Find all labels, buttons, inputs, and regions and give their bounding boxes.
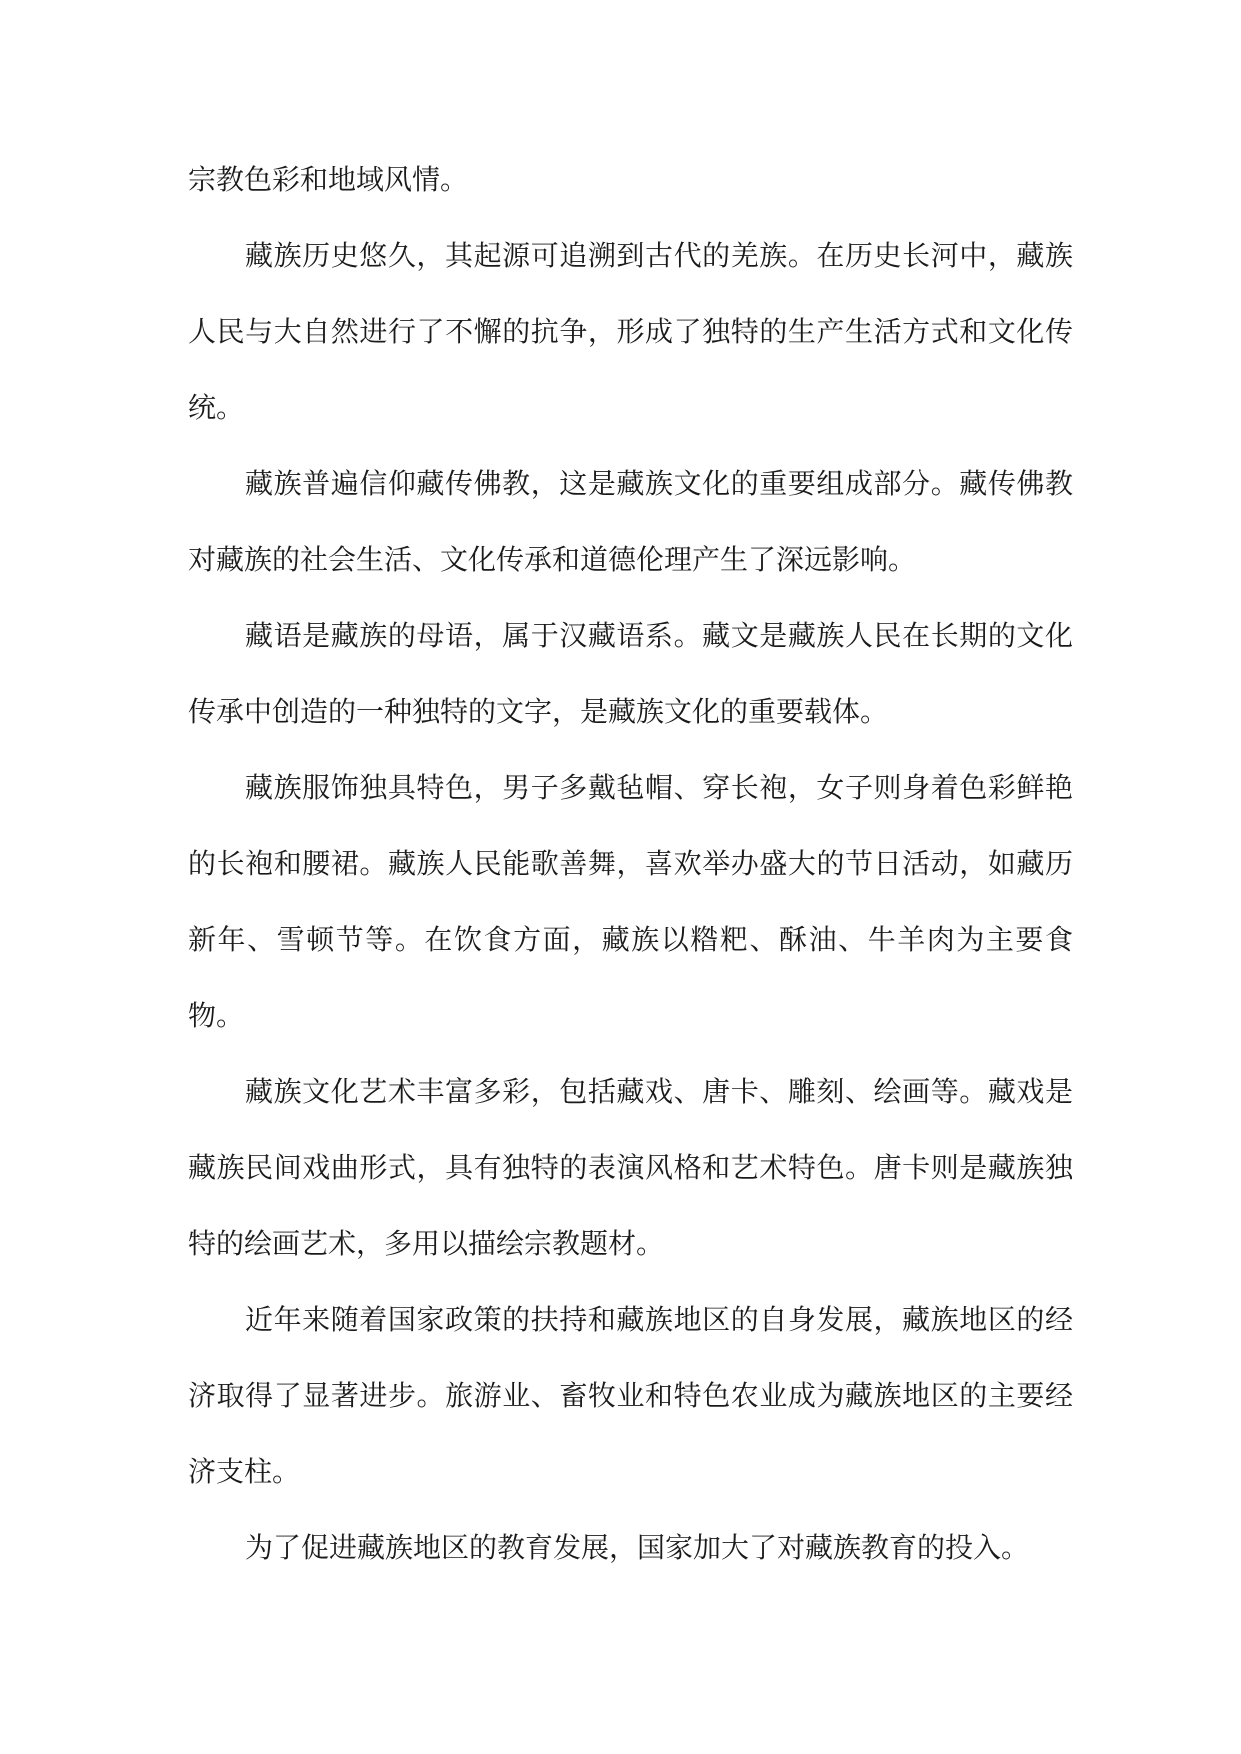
paragraph-continuation: 宗教色彩和地域风情。 — [188, 163, 469, 196]
document-body — [188, 142, 1073, 1586]
paragraph-language: 藏语是藏族的母语，属于汉藏语系。藏文是藏族人民在长期的文化传承中创造的一种独特的文字，是藏族文化的重要载体。 — [188, 619, 1073, 728]
paragraph-history: 藏族历史悠久，其起源可追溯到古代的羌族。在历史长河中，藏族人民与大自然进行了不懈的抗争，形成了独特的生产生活方式和文化传统。 — [188, 239, 1073, 424]
paragraph-customs: 藏族服饰独具特色，男子多戴毡帽、穿长袍，女子则身着色彩鲜艳的长袍和腰裙。藏族人民能歌善舞，喜欢举办盛大的节日活动，如藏历新年、雪顿节等。在饮食方面，藏族以糌粑、酥油、牛羊肉为主要食物。 — [188, 771, 1073, 1032]
paragraph-economy: 近年来随着国家政策的扶持和藏族地区的自身发展，藏族地区的经济取得了显著进步。旅游业、畜牧业和特色农业成为藏族地区的主要经济支柱。 — [188, 1303, 1073, 1488]
paragraph-religion: 藏族普遍信仰藏传佛教，这是藏族文化的重要组成部分。藏传佛教对藏族的社会生活、文化传承和道德伦理产生了深远影响。 — [188, 467, 1073, 576]
paragraph-arts: 藏族文化艺术丰富多彩，包括藏戏、唐卡、雕刻、绘画等。藏戏是藏族民间戏曲形式，具有独特的表演风格和艺术特色。唐卡则是藏族独特的绘画艺术，多用以描绘宗教题材。 — [188, 1075, 1073, 1260]
paragraph-education: 为了促进藏族地区的教育发展，国家加大了对藏族教育的投入。 — [245, 1531, 1030, 1564]
